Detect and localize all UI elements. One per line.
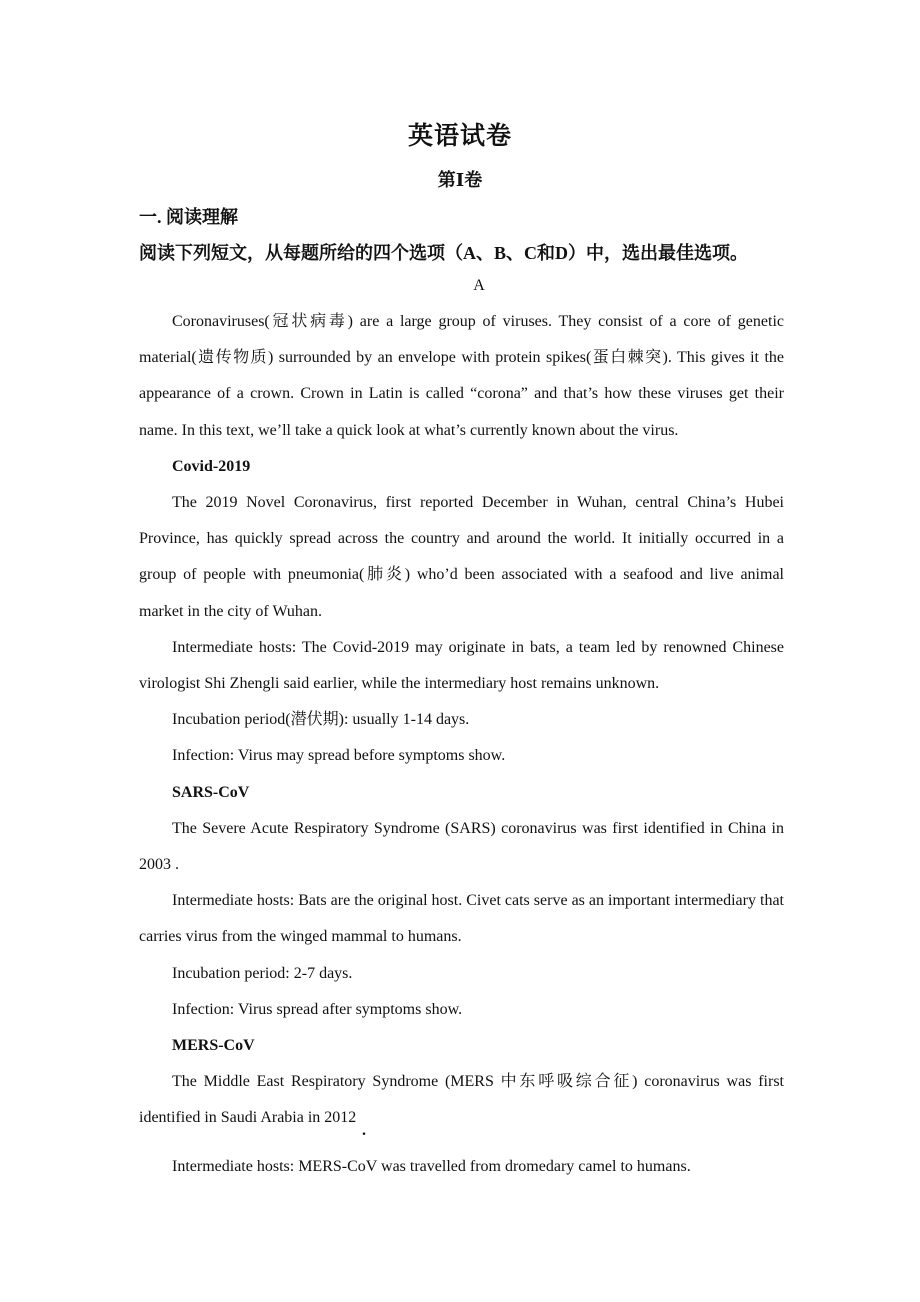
paragraph-mers-origin: The Middle East Respiratory Syndrome (MERS 中东呼吸综合征) coronavirus was first identified in Saudi Arabia in 2012 xyxy=(139,1073,784,1127)
subheading-mers-cov: MERS-CoV xyxy=(172,1037,255,1055)
paragraph-sars-origin: The Severe Acute Respiratory Syndrome (SARS) coronavirus was first identified in China in 2003 . xyxy=(139,819,784,874)
paragraph-covid-origin: The 2019 Novel Coronavirus, first reported December in Wuhan, central China’s Hubei Province, has quickly spread across the country and around the world. It initially occurred in a group of people with pneumonia(肺炎) who’d been associated with a seafood and live animal market in the city of Wuhan. xyxy=(139,494,784,620)
paragraph-covid-infection: Infection: Virus may spread before symptoms show. xyxy=(172,747,506,765)
paragraph-covid-incubation: Incubation period(潜伏期): usually 1-14 days. xyxy=(172,711,470,729)
subheading-sars-cov: SARS-CoV xyxy=(172,783,250,801)
passage-label: A xyxy=(473,277,485,294)
page-title: 英语试卷 xyxy=(407,123,512,150)
paragraph-mers-hosts: Intermediate hosts: MERS-CoV was travelled from dromedary camel to humans. xyxy=(172,1157,691,1175)
stray-period-mark: . xyxy=(362,1122,366,1139)
volume-subtitle: 第Ⅰ卷 xyxy=(437,170,483,190)
paragraph-sars-infection: Infection: Virus spread after symptoms show. xyxy=(172,1000,463,1018)
subheading-covid-2019: Covid-2019 xyxy=(172,457,251,475)
paragraph-sars-incubation: Incubation period: 2-7 days. xyxy=(172,964,353,982)
instruction-text: 阅读下列短文，从每题所给的四个选项（A、B、C和D）中，选出最佳选项。 xyxy=(139,243,748,263)
section-heading: 一. 阅读理解 xyxy=(139,207,238,227)
paragraph-sars-hosts: Intermediate hosts: Bats are the original host. Civet cats serve as an important intermediary that carries virus from the winged mammal to humans. xyxy=(139,892,784,946)
passage-body xyxy=(139,304,784,1185)
paragraph-covid-hosts: Intermediate hosts: The Covid-2019 may originate in bats, a team led by renowned Chinese virologist Shi Zhengli said earlier, while the intermediary host remains unknown. xyxy=(139,638,784,693)
paragraph-intro: Coronaviruses(冠状病毒) are a large group of viruses. They consist of a core of genetic material(遗传物质) surrounded by an envelope with protein spikes(蛋白棘突). This gives it the appearance of a crown. Crown in Latin is called “corona” and that’s how these viruses get their name. In this text, we’ll take a quick look at what’s currently known about the virus. xyxy=(139,313,784,439)
